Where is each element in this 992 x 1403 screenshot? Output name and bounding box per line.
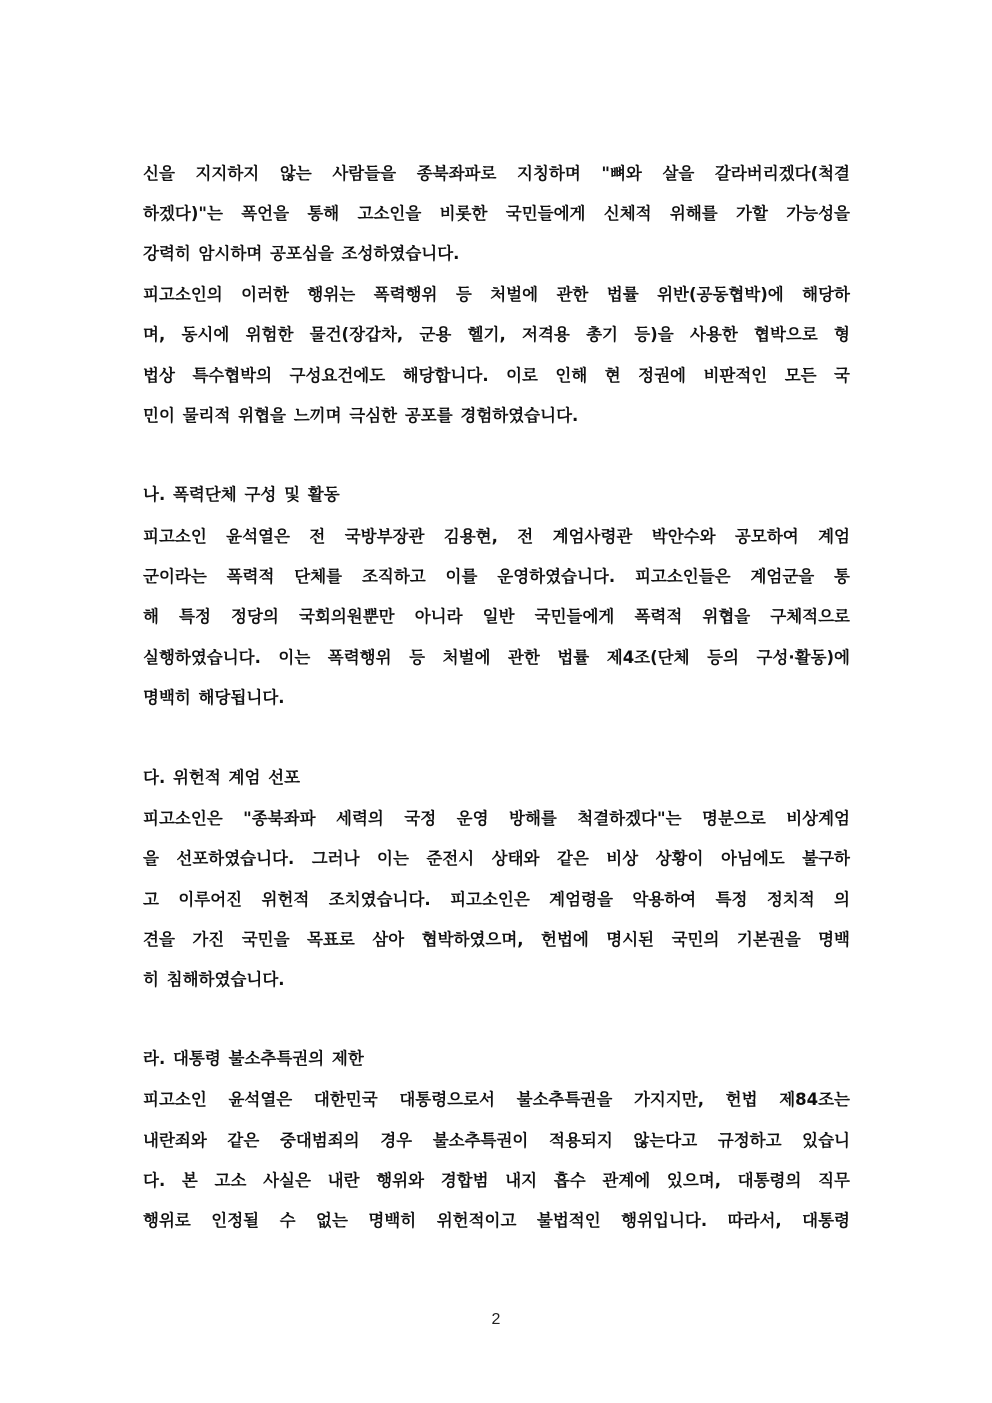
paragraph-line: 을 선포하였습니다. 그러나 이는 준전시 상태와 같은 비상 상황이 아님에도 불구하 — [143, 849, 850, 868]
paragraph-line: 다. 본 고소 사실은 내란 행위와 경합범 내지 흡수 관계에 있으며, 대통령의 직무 — [143, 1171, 850, 1190]
paragraph-line: 피고소인 윤석열은 전 국방부장관 김용현, 전 계엄사령관 박안수와 공모하여 계엄 — [143, 527, 850, 546]
paragraph-line: 신을 지지하지 않는 사람들을 종북좌파로 지칭하며 "뼈와 살을 갈라버리겠다(척결 — [143, 164, 850, 183]
paragraph-line: 군이라는 폭력적 단체를 조직하고 이를 운영하였습니다. 피고소인들은 계엄군을 통 — [143, 567, 850, 586]
paragraph-line: 피고소인 윤석열은 대한민국 대통령으로서 불소추특권을 가지지만, 헌법 제84조는 — [143, 1090, 850, 1109]
paragraph-line: 며, 동시에 위험한 물건(장갑차, 군용 헬기, 저격용 총기 등)을 사용한 협박으로 형 — [143, 325, 850, 344]
paragraph-line: 실행하였습니다. 이는 폭력행위 등 처벌에 관한 법률 제4조(단체 등의 구성·활동)에 — [143, 648, 850, 667]
paragraph-line: 행위로 인정될 수 없는 명백히 위헌적이고 불법적인 행위입니다. 따라서, 대통령 — [143, 1211, 850, 1230]
paragraph-line: 해 특정 정당의 국회의원뿐만 아니라 일반 국민들에게 폭력적 위협을 구체적으로 — [143, 607, 850, 626]
paragraph-line: 피고소인의 이러한 행위는 폭력행위 등 처벌에 관한 법률 위반(공동협박)에 해당하 — [143, 285, 850, 304]
paragraph-line: 명백히 해당됩니다. — [143, 688, 285, 707]
paragraph-line: 하겠다)"는 폭언을 통해 고소인을 비롯한 국민들에게 신체적 위해를 가할 가능성을 — [143, 204, 850, 223]
paragraph-line: 강력히 암시하며 공포심을 조성하였습니다. — [143, 244, 460, 263]
section-heading: 나. 폭력단체 구성 및 활동 — [143, 485, 340, 504]
page-number: 2 — [491, 1311, 501, 1328]
paragraph-line: 내란죄와 같은 중대범죄의 경우 불소추특권이 적용되지 않는다고 규정하고 있습니 — [143, 1131, 850, 1150]
section-heading: 다. 위헌적 계엄 선포 — [143, 768, 301, 787]
paragraph-line: 민이 물리적 위협을 느끼며 극심한 공포를 경험하였습니다. — [143, 406, 579, 425]
section-heading: 라. 대통령 불소추특권의 제한 — [143, 1049, 364, 1068]
paragraph-line: 히 침해하였습니다. — [143, 970, 285, 989]
paragraph-line: 피고소인은 "종북좌파 세력의 국정 운영 방해를 척결하겠다"는 명분으로 비상계엄 — [143, 809, 850, 828]
paragraph-line: 견을 가진 국민을 목표로 삼아 협박하였으며, 헌법에 명시된 국민의 기본권을 명백 — [143, 930, 850, 949]
paragraph-line: 고 이루어진 위헌적 조치였습니다. 피고소인은 계엄령을 악용하여 특정 정치적 의 — [143, 890, 850, 909]
paragraph-line: 법상 특수협박의 구성요건에도 해당합니다. 이로 인해 현 정권에 비판적인 모든 국 — [143, 366, 850, 385]
